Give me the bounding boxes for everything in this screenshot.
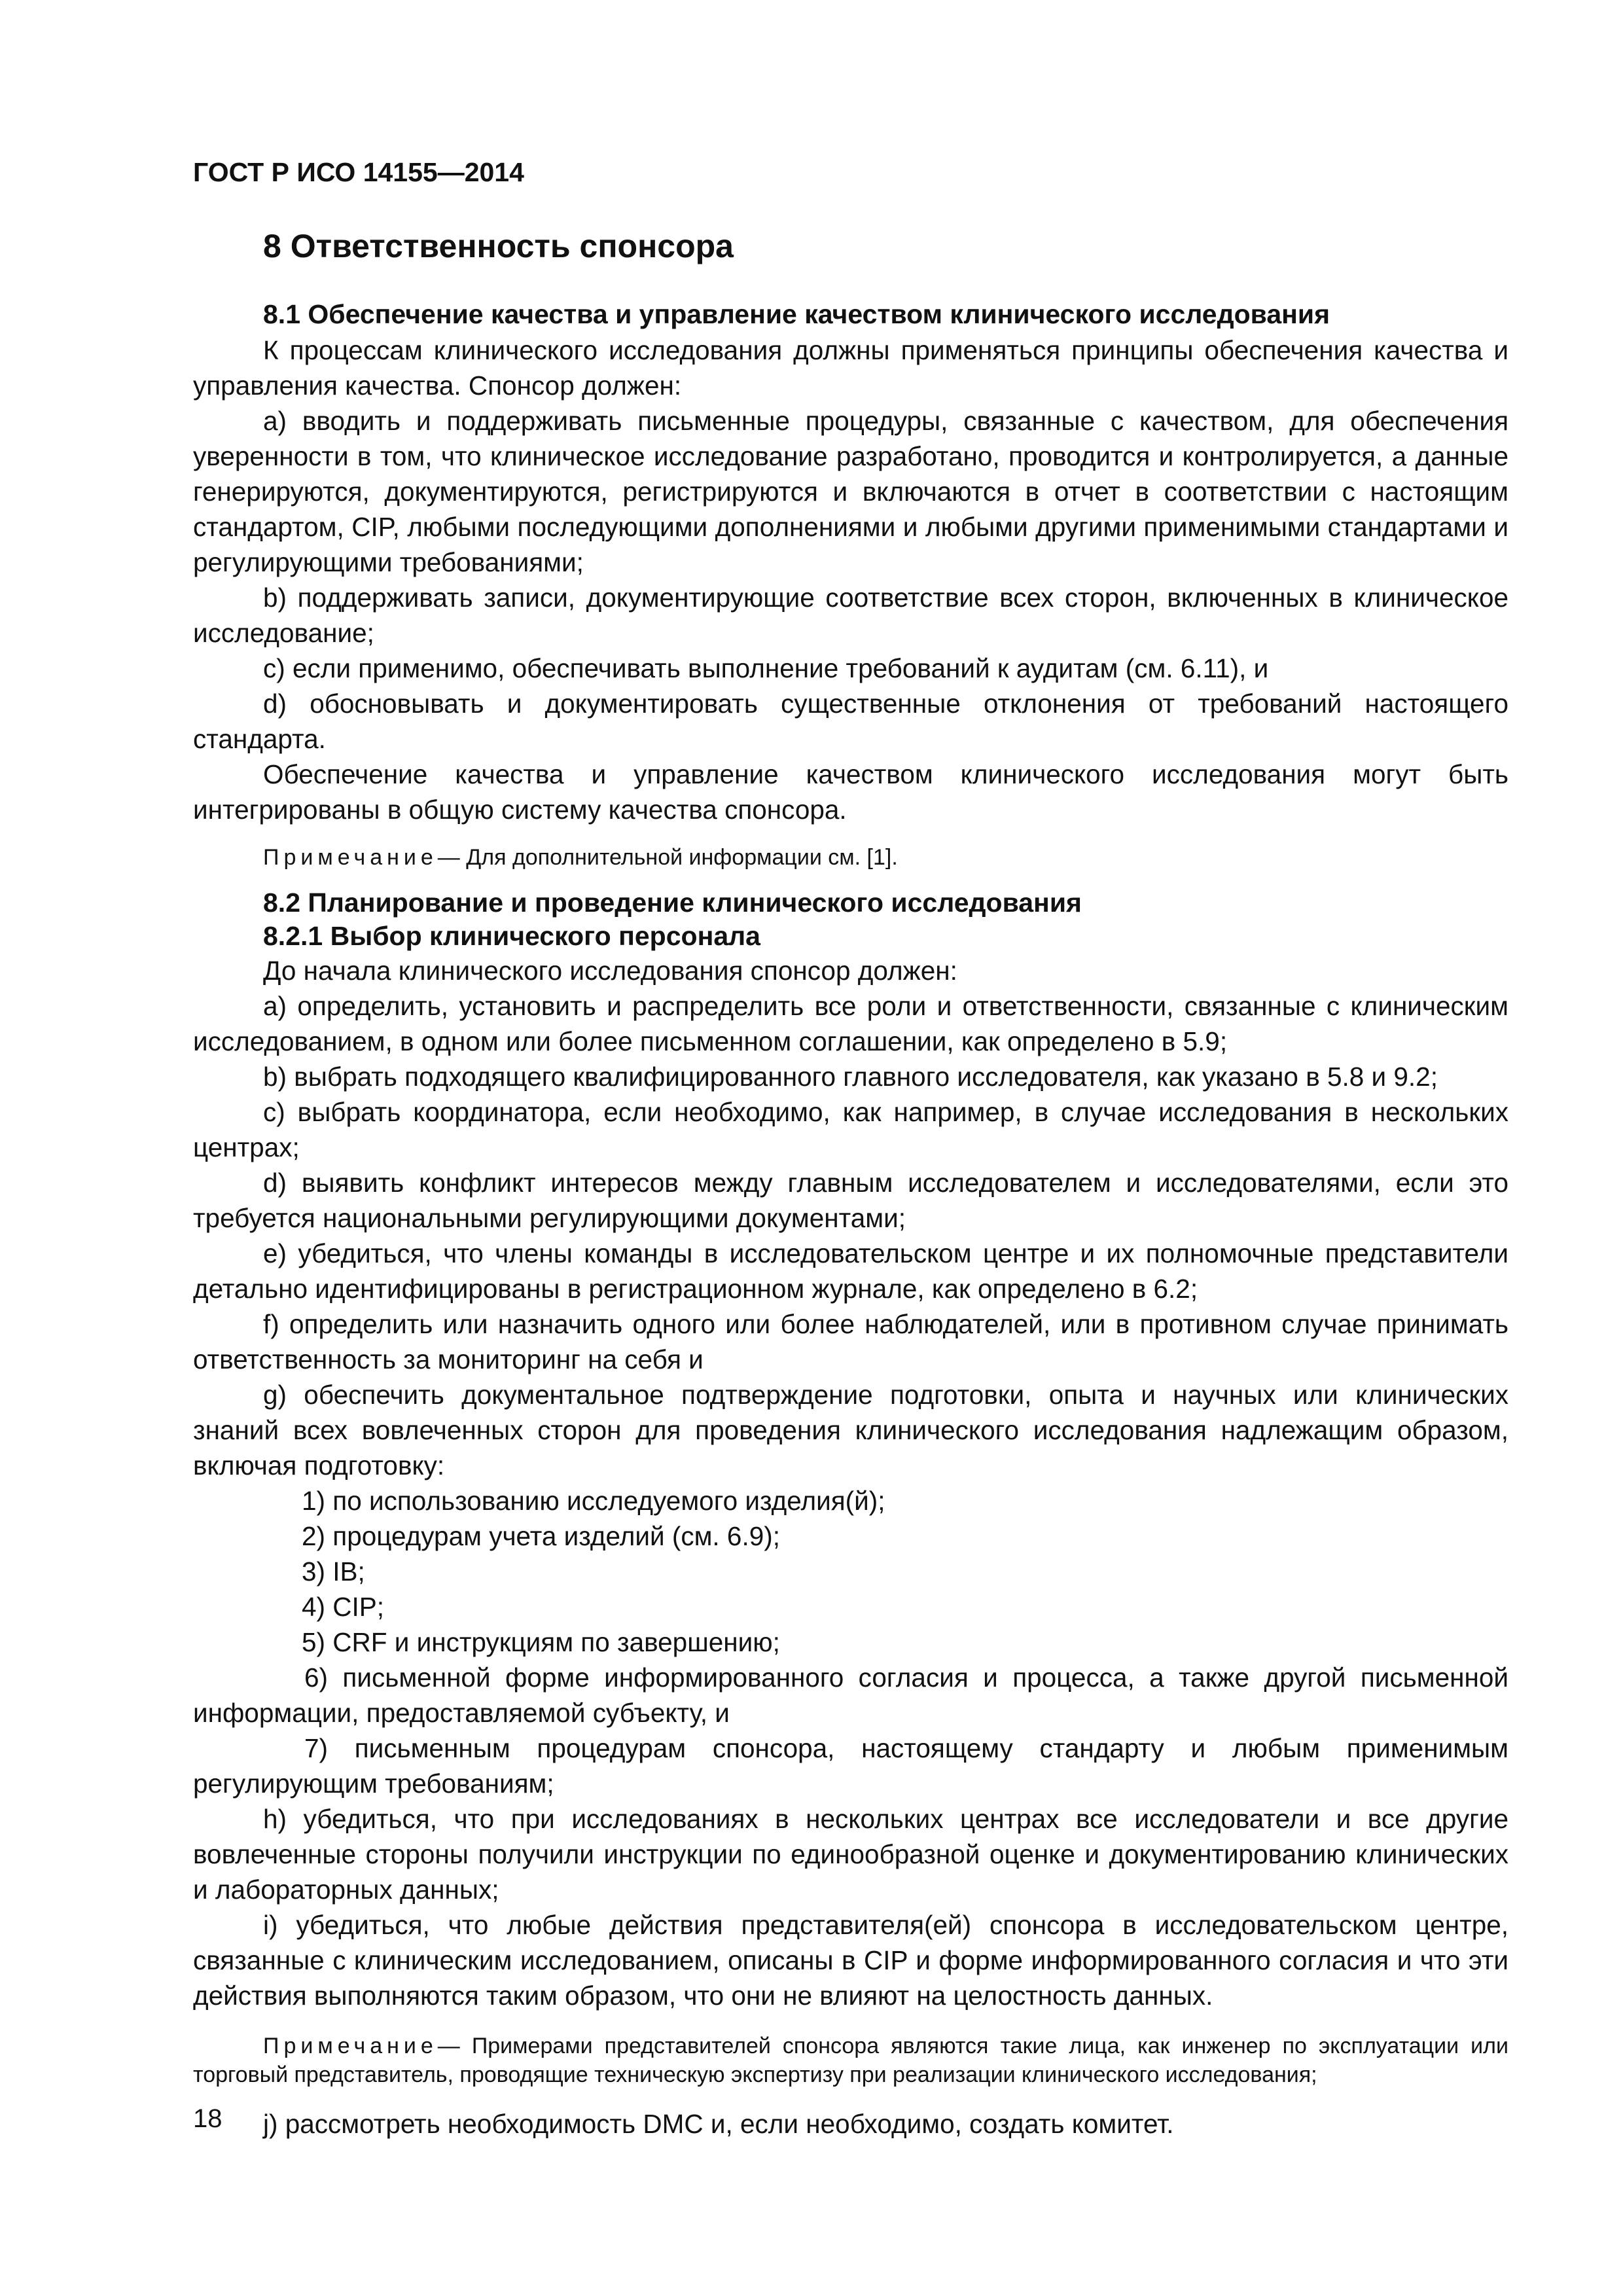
document-page	[193, 157, 1508, 2142]
note-label: Примечание	[263, 845, 438, 870]
list-item: d) обосновывать и документировать существенные отклонения от требований настоящего стандарта.	[193, 689, 1508, 754]
note-text: — Примерами представителей спонсора являются такие лица, как инженер по эксплуатации или торговый представитель, проводящие техническую экспертизу при реализации клинического исследования;	[193, 2034, 1508, 2087]
section-8-1-closing: Обеспечение качества и управление качеством клинического исследования могут быть интегрированы в общую систему качества спонсора.	[193, 759, 1508, 825]
note-label: Примечание	[263, 2034, 438, 2058]
sub-list-item: 6) письменной форме информированного согласия и процесса, а также другой письменной информации, предоставляемой субъекту, и	[193, 1662, 1508, 1728]
list-item: d) выявить конфликт интересов между главным исследователем и исследователями, если это требуется национальными регулирующими документами;	[193, 1168, 1508, 1233]
list-item: c) если применимо, обеспечивать выполнение требований к аудитам (см. 6.11), и	[263, 653, 1269, 683]
list-item: e) убедиться, что члены команды в исследовательском центре и их полномочные представители детально идентифицированы в регистрационном журнале, как определено в 6.2;	[193, 1238, 1508, 1304]
note-text: — Для дополнительной информации см. [1].	[437, 845, 898, 870]
section-8-2-title: 8.2 Планирование и проведение клинического исследования	[263, 888, 1082, 918]
sub-list-item: 1) по использованию исследуемого изделия(й);	[302, 1486, 885, 1516]
note	[193, 2032, 1508, 2089]
list-item: c) выбрать координатора, если необходимо, как например, в случае исследования в нескольких центрах;	[193, 1097, 1508, 1162]
sub-list-item: 7) письменным процедурам спонсора, настоящему стандарту и любым применимым регулирующим требованиям;	[193, 1733, 1508, 1799]
section-8-2-1-intro: До начала клинического исследования спонсор должен:	[263, 956, 957, 986]
sub-list-item: 3) IB;	[302, 1556, 365, 1587]
note	[193, 843, 1508, 872]
sub-list-item: 5) CRF и инструкциям по завершению;	[302, 1627, 780, 1657]
document-code-header: ГОСТ Р ИСО 14155—2014	[193, 157, 524, 187]
section-8-title: 8 Ответственность спонсора	[263, 228, 734, 264]
list-item: b) поддерживать записи, документирующие соответствие всех сторон, включенных в клиническое исследование;	[193, 583, 1508, 648]
list-item: a) вводить и поддерживать письменные процедуры, связанные с качеством, для обеспечения уверенности в том, что клиническое исследование разработано, проводится и контролируется, а данные генерируются, документируются, регистрируются и включаются в отчет в соответствии с настоящим стандартом, CIP, любыми последующими дополнениями и любыми другими применимыми стандартами и регулирующими требованиями;	[193, 406, 1508, 577]
sub-list-item: 4) CIP;	[302, 1592, 385, 1622]
list-item: i) убедиться, что любые действия представителя(ей) спонсора в исследовательском центре, связанные с клиническим исследованием, описаны в CIP и форме информированного согласия и что эти действия выполняются таким образом, что они не влияют на целостность данных.	[193, 1910, 1508, 2011]
list-item: a) определить, установить и распределить все роли и ответственности, связанные с клиническим исследованием, в одном или более письменном соглашении, как определено в 5.9;	[193, 991, 1508, 1056]
page-number: 18	[193, 2104, 223, 2133]
list-item: g) обеспечить документальное подтверждение подготовки, опыта и научных или клинических знаний всех вовлеченных сторон для проведения клинического исследования надлежащим образом, включая подготовку:	[193, 1380, 1508, 1480]
list-item: f) определить или назначить одного или более наблюдателей, или в противном случае принимать ответственность за мониторинг на себя и	[193, 1309, 1508, 1374]
list-item: h) убедиться, что при исследованиях в нескольких центрах все исследователи и все другие вовлеченные стороны получили инструкции по единообразной оценке и документированию клинических и лабораторных данных;	[193, 1804, 1508, 1905]
list-item: b) выбрать подходящего квалифицированного главного исследователя, как указано в 5.8 и 9.2;	[263, 1062, 1438, 1092]
section-8-1-intro: К процессам клинического исследования должны применяться принципы обеспечения качества и управления качества. Спонсор должен:	[193, 335, 1508, 401]
section-8-2-1-title: 8.2.1 Выбор клинического персонала	[263, 921, 760, 951]
section-8-1-title: 8.1 Обеспечение качества и управление качеством клинического исследования	[263, 299, 1330, 329]
sub-list-item: 2) процедурам учета изделий (см. 6.9);	[302, 1521, 780, 1551]
list-item: j) рассмотреть необходимость DMC и, если необходимо, создать комитет.	[263, 2109, 1174, 2139]
